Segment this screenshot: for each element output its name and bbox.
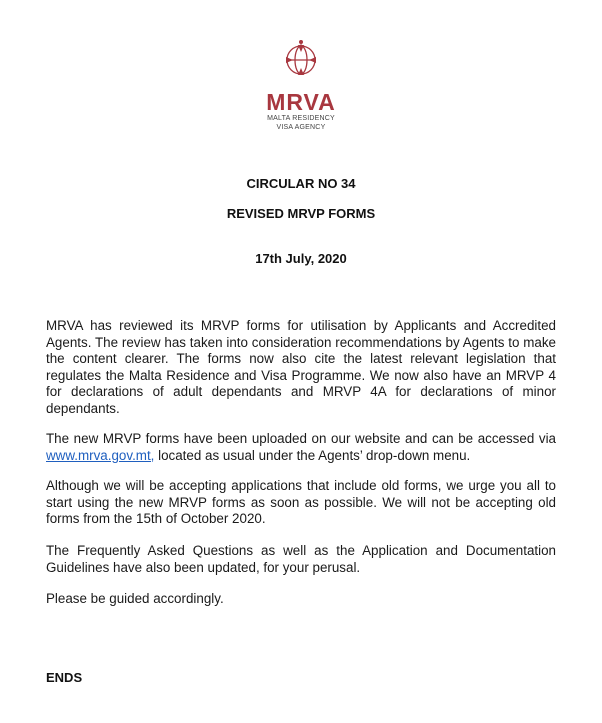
ends-label: ENDS: [46, 670, 83, 685]
circular-date: 17th July, 2020: [255, 251, 347, 266]
mrva-logo: [0, 38, 602, 132]
paragraph-review: MRVA has reviewed its MRVP forms for utilisation by Applicants and Accredited Agents. The review has taken into consideration recommendations by Agents to make the content clearer. The forms now also cite the latest relevant legislation that regulates the Malta Residence and Visa Programme. We now also have an MRVP 4 for declarations of adult dependants and MRVP 4A for declarations of minor dependants.: [46, 318, 556, 416]
logo-wordmark: MRVA: [266, 89, 336, 115]
paragraph-faq: The Frequently Asked Questions as well as the Application and Documentation Guidelines have also been updated, for your perusal.: [46, 543, 556, 575]
maltese-cross-globe-icon: [283, 38, 319, 86]
paragraph-old-forms: Although we will be accepting applications that include old forms, we urge you all to start using the new MRVP forms as soon as possible. We will not be accepting old forms from the 15th of October 2020.: [46, 478, 556, 526]
circular-subject: REVISED MRVP FORMS: [226, 206, 376, 221]
paragraph-guided: Please be guided accordingly.: [46, 591, 224, 606]
paragraph-website: [46, 431, 556, 464]
circular-number: CIRCULAR NO 34: [246, 176, 356, 191]
logo-subtitle-line2: VISA AGENCY: [276, 124, 326, 131]
logo-subtitle-line1: MALTA RESIDENCY: [267, 115, 335, 122]
website-link[interactable]: www.mrva.gov.mt,: [46, 447, 155, 463]
paragraph-website-text-after: located as usual under the Agents’ drop-down menu.: [154, 447, 471, 463]
paragraph-website-text-before: The new MRVP forms have been uploaded on our website and can be accessed via: [46, 431, 556, 446]
